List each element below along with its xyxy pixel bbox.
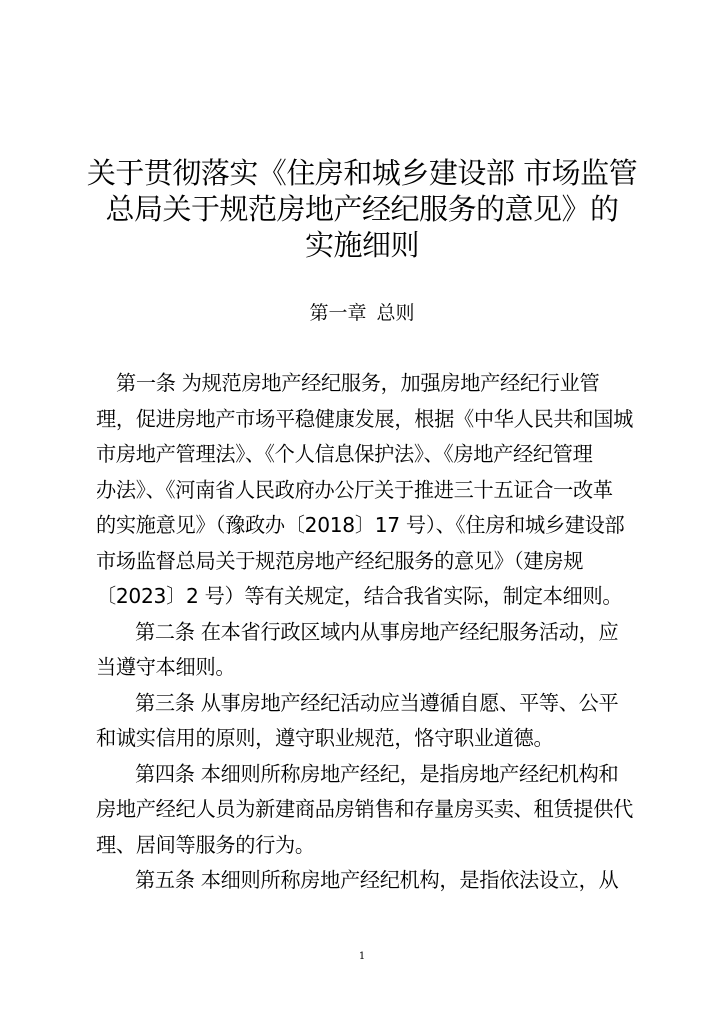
chapter-name: 总则: [376, 302, 415, 324]
chapter-heading: [0, 298, 724, 328]
paragraph-line: 理、居间等服务的行为。: [96, 832, 315, 857]
chapter-label: 第一章: [309, 302, 367, 324]
paragraph-line: 办法》、《河南省人民政府办公厅关于推进三十五证合一改革: [96, 477, 613, 502]
paragraph-line: 第四条 本细则所称房地产经纪，是指房地产经纪机构和: [135, 761, 619, 786]
document-title: [60, 155, 664, 263]
document-body: [96, 366, 636, 899]
paragraph-line: 第三条 从事房地产经纪活动应当遵循自愿、平等、公平: [135, 690, 619, 715]
paragraph-line: 的实施意见》（豫政办〔2018〕17 号）、《住房和城乡建设部: [96, 513, 625, 537]
page-number: 1: [358, 951, 366, 962]
paragraph-line: 第五条 本细则所称房地产经纪机构，是指依法设立，从: [135, 868, 619, 892]
paragraph-line: 房地产经纪人员为新建商品房销售和存量房买卖、租赁提供代: [96, 797, 633, 821]
paragraph-line: 市房地产管理法》、《个人信息保护法》、《房地产经纪管理: [96, 442, 593, 466]
title-line-3: 实施细则: [304, 228, 419, 262]
paragraph-line: 和诚实信用的原则，遵守职业规范，恪守职业道德。: [96, 726, 554, 750]
paragraph-line: 第一条 为规范房地产经纪服务，加强房地产经纪行业管: [116, 371, 600, 395]
paragraph-line: 〔2023〕2 号）等有关规定，结合我省实际，制定本细则。: [96, 584, 623, 608]
paragraph-line: 理，促进房地产市场平稳健康发展，根据《中华人民共和国城: [96, 406, 633, 431]
paragraph-line: 第二条 在本省行政区域内从事房地产经纪服务活动，应: [135, 619, 619, 644]
paragraph-line: 市场监督总局关于规范房地产经纪服务的意见》（建房规: [96, 548, 584, 573]
paragraph-line: 当遵守本细则。: [96, 655, 236, 679]
title-line-2: 总局关于规范房地产经纪服务的意见》的: [105, 192, 619, 226]
title-line-1: 关于贯彻落实《住房和城乡建设部 市场监管: [86, 156, 638, 190]
